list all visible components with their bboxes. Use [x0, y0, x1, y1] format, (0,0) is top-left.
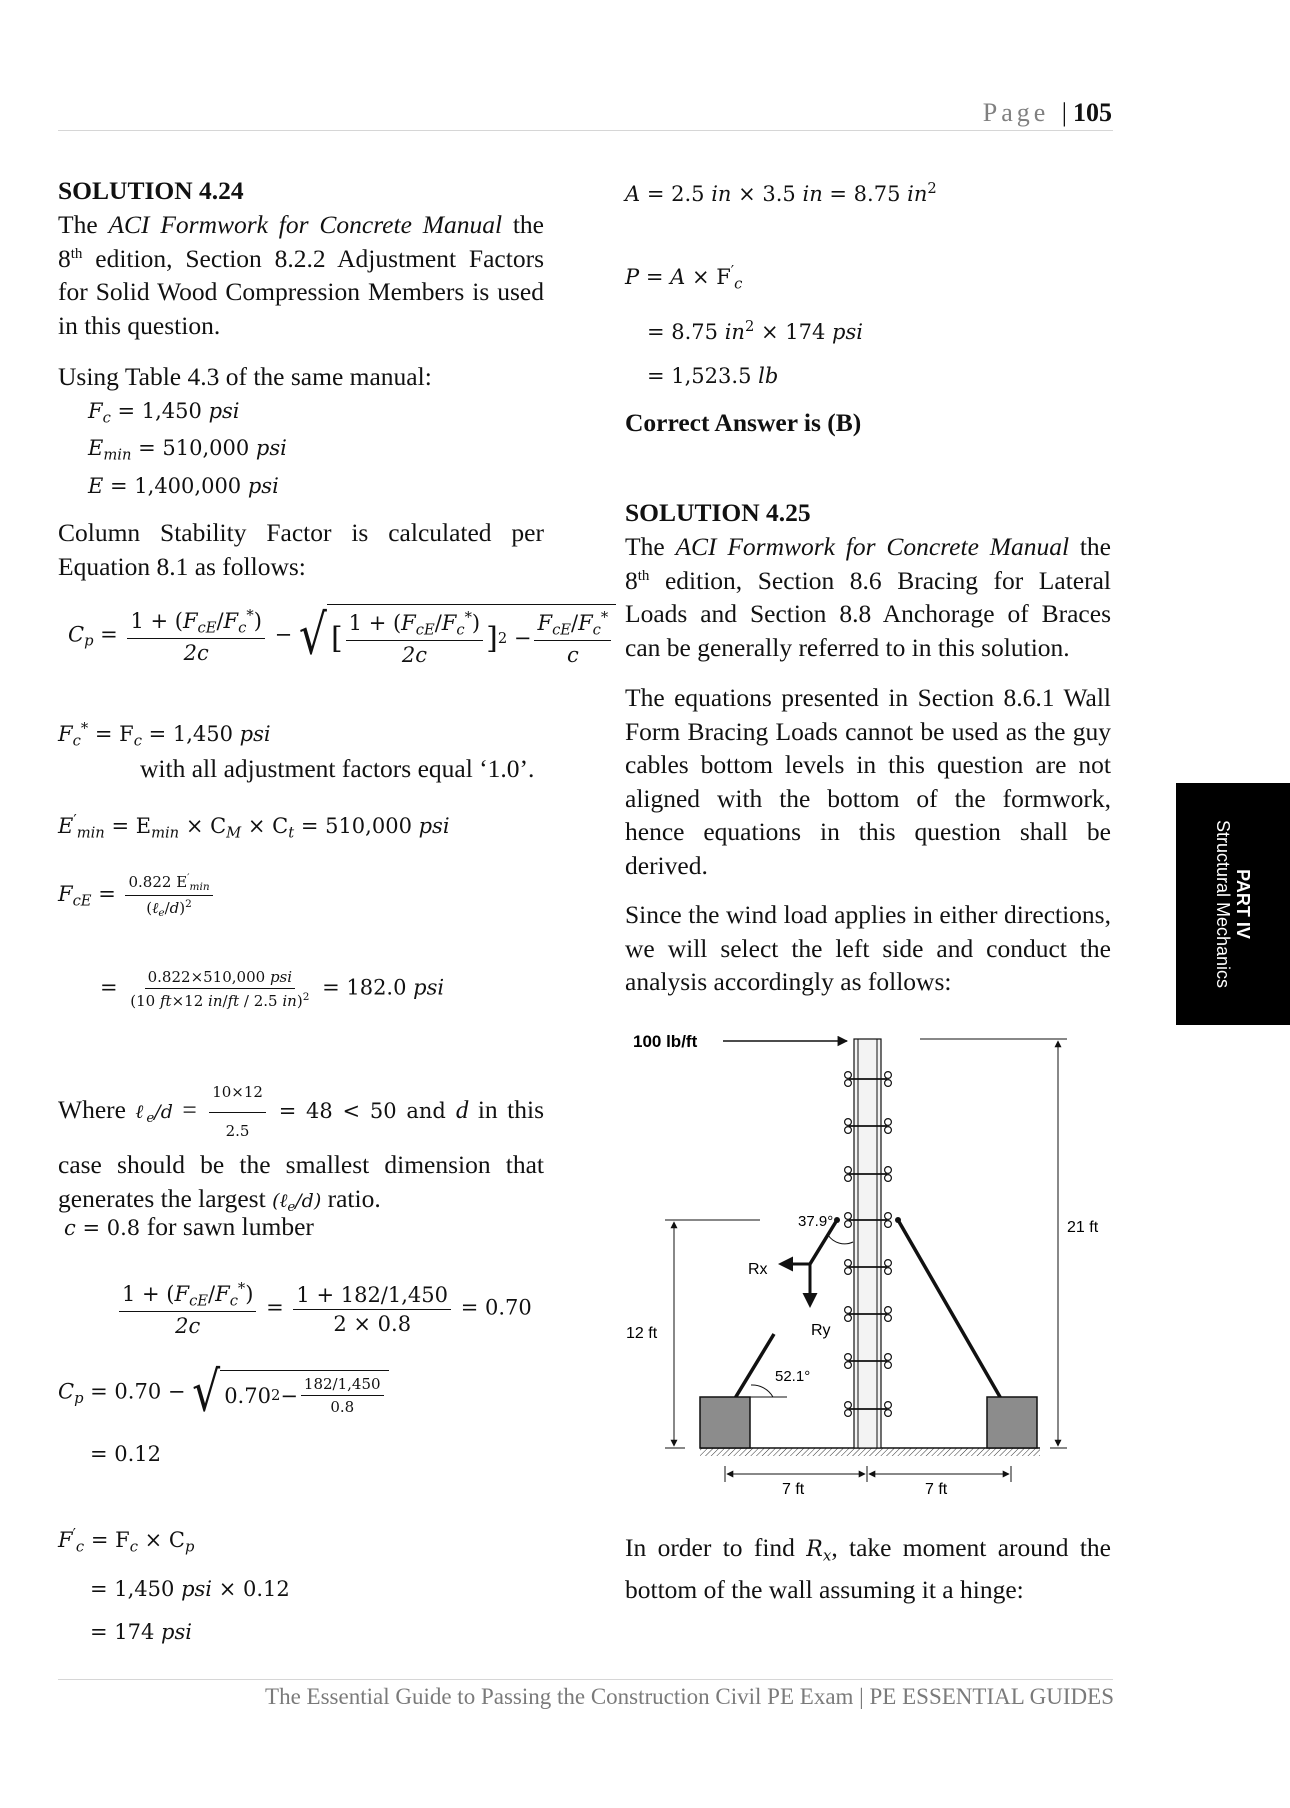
- load-calculation: $P = A \times F'_c$ = 8.75 $in^2 \times 174$ psi = 1,523.5 lb: [625, 263, 863, 388]
- wind-paragraph: Since the wind load applies in either directions, we will select the left side and conduct the analysis accordingly as follows:: [625, 900, 1111, 996]
- page-header: [983, 98, 1112, 128]
- given-fc: $F_c = 1,450$ psi: [88, 399, 240, 427]
- load-label: 100 lb/ft: [633, 1032, 698, 1051]
- manual-title: ACI Formwork for Concrete Manual: [108, 210, 503, 239]
- table-intro: Using Table 4.3 of the same manual:: [58, 362, 432, 391]
- area-line: A = 2.5 in × 3.5 in = 8.75 $in^2$: [625, 180, 937, 207]
- solution-4-25-intro: The ACI Formwork for Concrete Manual the 8th edition, Section 8.6 Bracing for Lateral Loads and Section 8.8 Anchorage of Braces can be generally referred to in this solution.: [625, 532, 1111, 662]
- part-label: PART IV: [1233, 869, 1253, 939]
- height-left-label: 12 ft: [626, 1325, 658, 1342]
- cp-calculation: $C_p = 0.70$ − √ 0.70 2 − $\frac{182/1,450}{0.8}$: [58, 1370, 389, 1416]
- formwork-bracing-diagram: [615, 1020, 1115, 1510]
- right-anchor-block: [987, 1397, 1037, 1448]
- fce-calculation: = $\frac{\text{0.822×510,000 psi}}{(10 ft\times 12 in/ft / 2.5 in)^2}$ = 182.0 psi: [100, 968, 445, 1010]
- solution-4-24-intro: The ACI Formwork for Concrete Manual the 8th edition, Section 8.2.2 Adjustment Factors for Solid Wood Compression Members is used in this question.: [58, 210, 544, 340]
- bottom-angle-arc: [751, 1385, 773, 1397]
- emin-prime-line: $E'_{min} = E_{min} \times C_M \times C_t = 510,000$ psi: [58, 812, 450, 842]
- given-values: [88, 396, 287, 502]
- span-right-label: 7 ft: [925, 1481, 948, 1498]
- equations-paragraph: The equations presented in Section 8.6.1 Wall Form Bracing Loads cannot be used as the guy cables bottom levels in this question are not aligned with the bottom of the formwork, hence equations in this question shall be derived.: [625, 683, 1111, 880]
- page-label: Page: [982, 98, 1050, 127]
- footer-divider: [58, 1679, 1113, 1680]
- cp-formula: $C_p$ = $\frac{1 + (F_{cE}/F_c^*)}{2c}$ − √ [ $\frac{1 + (F_{cE}/F_c^*)}{2c}$ ] 2 − $\frac{F_{cE}/F_c^*}{c}$: [68, 604, 616, 667]
- manual-title: ACI Formwork for Concrete Manual: [675, 532, 1070, 561]
- solution-4-25-heading: SOLUTION 4.25: [625, 498, 811, 527]
- cp-result: = 0.12: [90, 1442, 162, 1466]
- page-number: 105: [1073, 98, 1112, 127]
- height-total-label: 21 ft: [1067, 1219, 1099, 1236]
- given-e: E = 1,400,000 psi: [88, 473, 279, 498]
- footer-text: The Essential Guide to Passing the Construction Civil PE Exam | PE ESSENTIAL GUIDES: [265, 1684, 1114, 1709]
- fc-prime-calculation: $F'_c = F_c \times C_p$ = 1,450 psi × 0.12 = 174 psi: [58, 1526, 290, 1645]
- part-title: Structural Mechanics: [1213, 819, 1233, 989]
- part-side-tab: [1176, 783, 1290, 1025]
- c-value-line: c = 0.8 for sawn lumber: [64, 1212, 314, 1241]
- given-emin: $E_{min} = 510,000$ psi: [88, 436, 287, 464]
- rx-label: Rx: [748, 1261, 768, 1278]
- ry-label: Ry: [811, 1322, 831, 1339]
- solution-4-24-heading: SOLUTION 4.24: [58, 176, 244, 205]
- page-separator: |: [1061, 98, 1067, 127]
- concrete-wall: [854, 1039, 881, 1448]
- half-term-calculation: $\frac{1 + (F_{cE}/F_c^*)}{2c}$ = $\frac{1 + 182/1,450}{2 \times 0.8}$ = 0.70: [116, 1280, 532, 1338]
- top-angle-label: 37.9°: [798, 1213, 834, 1230]
- left-anchor-block: [700, 1397, 750, 1448]
- top-angle-arc: [828, 1235, 853, 1244]
- ground-hatch: [700, 1448, 1040, 1456]
- span-left-label: 7 ft: [782, 1481, 805, 1498]
- right-brace: [898, 1220, 1011, 1416]
- stability-text: Column Stability Factor is calculated per Equation 8.1 as follows:: [58, 518, 544, 581]
- header-divider: [58, 130, 1113, 131]
- fce-formula: $F_{cE}$ = $\frac{0.822 E'_{min}}{(\ell_e/d)^2}$: [58, 872, 216, 919]
- fc-star-line: $F_c^* = F_c = 1,450$ psi: [58, 720, 271, 750]
- adjustment-note: with all adjustment factors equal ‘1.0’.: [140, 754, 535, 783]
- where-paragraph: Where ℓ$_e$/d = $\frac{10\times 12}{2.5}$ = 48 < 50 and d in this case should be the smallest dimension that generates the largest (ℓ$_e$/d) ratio.: [58, 1076, 544, 1224]
- moment-paragraph: In order to find $R_x$, take moment around the bottom of the wall assuming it a hinge:: [625, 1533, 1111, 1604]
- bottom-angle-label: 52.1°: [775, 1368, 811, 1385]
- correct-answer: Correct Answer is (B): [625, 408, 862, 437]
